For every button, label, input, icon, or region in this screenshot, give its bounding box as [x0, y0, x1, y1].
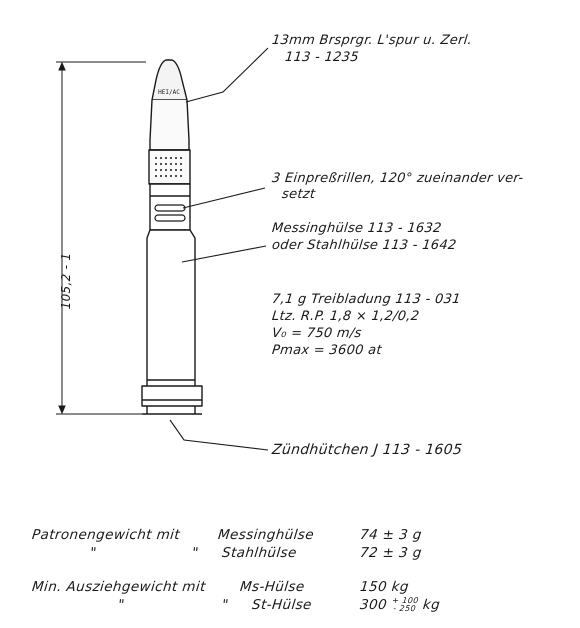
weight-row3-case: Ms-Hülse [239, 579, 306, 595]
length-dimension [56, 62, 146, 414]
tolerance-plus: + 100 [391, 596, 420, 605]
weight-row4-ditto2: " [221, 597, 230, 613]
weight-row3-value: 150 kg [359, 579, 410, 595]
callout-propellant-line4: Pmax = 3600 at [271, 343, 383, 358]
weight-row2-case: Stahlhülse [221, 545, 298, 561]
leader-primer [170, 420, 268, 450]
nose-marking: HEI/AC [158, 89, 180, 96]
weight-row1-case: Messinghülse [217, 527, 315, 543]
leader-rings [183, 188, 265, 208]
driving-band [149, 150, 190, 184]
weight-row2-value: 72 ± 3 g [359, 545, 423, 561]
weight-row4-number: 300 [359, 597, 388, 613]
case-rim [142, 386, 202, 406]
weight-row1-label: Patronengewicht mit [31, 527, 181, 543]
weight-row4-ditto1: " [117, 597, 126, 613]
callout-propellant-line1: 7,1 g Treibladung 113 - 031 [271, 292, 462, 307]
callout-propellant-line3: V₀ = 750 m/s [271, 326, 363, 341]
callout-projectile-line2: 113 - 1235 [284, 50, 360, 65]
projectile-body [150, 100, 189, 150]
callout-propellant-line2: Ltz. R.P. 1,8 × 1,2/0,2 [271, 309, 421, 324]
leader-projectile [186, 48, 268, 102]
weight-row4-unit: kg [422, 597, 441, 613]
callout-rings-line1: 3 Einpreßrillen, 120° zueinander ver- [271, 171, 525, 186]
weight-row4-value [359, 597, 441, 614]
weight-row2-ditto1: " [89, 545, 98, 561]
weight-row3-label: Min. Ausziehgewicht mit [31, 579, 207, 595]
weight-row2-ditto2: " [191, 545, 200, 561]
case-neck [150, 184, 190, 230]
weight-row4-case: St-Hülse [251, 597, 313, 613]
tolerance-minus: - 250 [392, 604, 417, 613]
dimension-label: 105,2 - 1 [59, 252, 73, 310]
callout-projectile-line1: 13mm Brsprgr. L'spur u. Zerl. [271, 33, 473, 48]
case-body [147, 230, 195, 380]
callout-rings-line2: setzt [281, 187, 317, 202]
weight-row1-value: 74 ± 3 g [359, 527, 423, 543]
weight-row4-tolerance [391, 597, 419, 613]
callout-case-line1: Messinghülse 113 - 1632 [271, 221, 443, 236]
callout-primer: Zündhütchen J 113 - 1605 [271, 442, 463, 458]
callout-case-line2: oder Stahlhülse 113 - 1642 [271, 238, 458, 253]
